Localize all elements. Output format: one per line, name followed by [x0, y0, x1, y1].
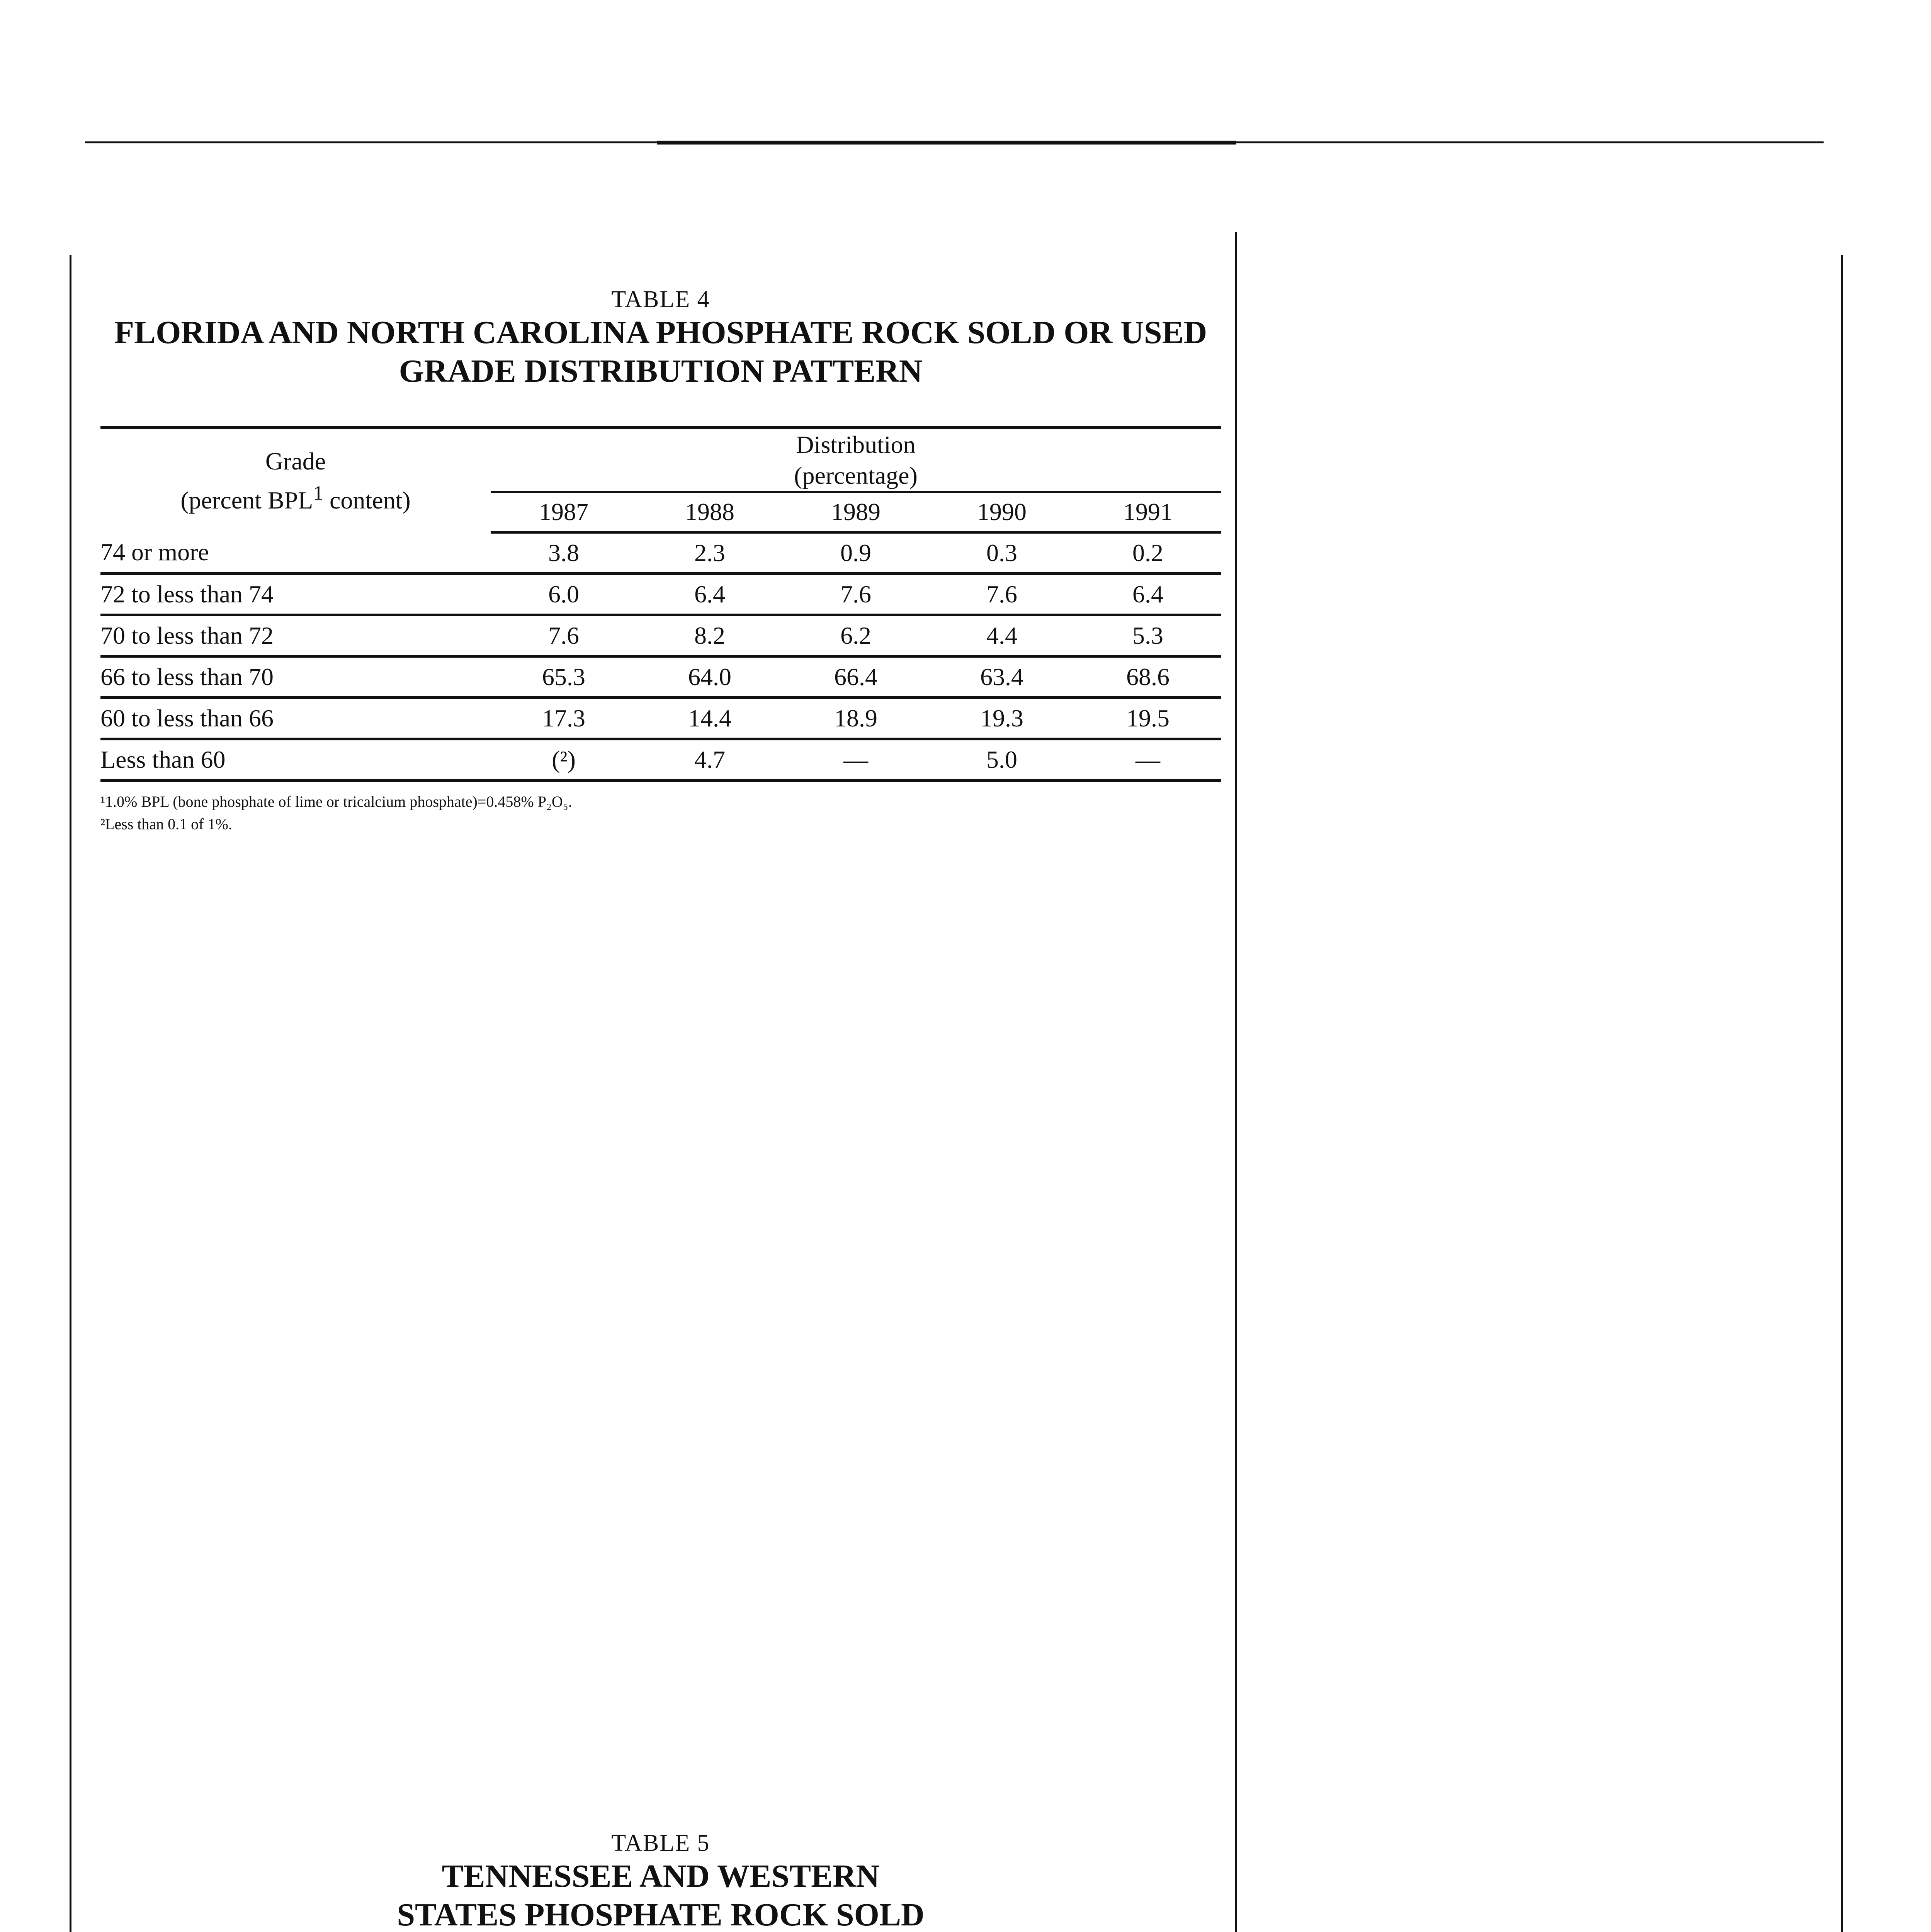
- grade-label: 66 to less than 70: [100, 656, 491, 698]
- table-4-caption: [100, 286, 1221, 391]
- year-header: 1989: [783, 492, 929, 532]
- table-cell: 2.3: [637, 532, 783, 574]
- distribution-header: [491, 428, 1221, 492]
- table-5-caption: [100, 1830, 1221, 1932]
- table-5-title-line-1: TENNESSEE AND WESTERN: [442, 1858, 880, 1894]
- table-cell: (²): [552, 746, 576, 773]
- footnote: ²Less than 0.1 of 1%.: [100, 815, 232, 833]
- table-cell: 0.9: [783, 532, 929, 574]
- table-cell: 14.4: [637, 698, 783, 739]
- table-cell: 7.6: [491, 615, 637, 656]
- year-header: 1990: [929, 492, 1075, 532]
- table-row: [100, 656, 1221, 698]
- table-cell: 63.4: [929, 656, 1075, 698]
- table-cell: —: [843, 746, 868, 773]
- table-cell: 6.2: [783, 615, 929, 656]
- year-header: 1987: [491, 492, 637, 532]
- table-cell: 68.6: [1075, 656, 1221, 698]
- grade-label: 72 to less than 74: [100, 574, 491, 615]
- table-5: [100, 1830, 1221, 1932]
- table-cell: 6.4: [637, 574, 783, 615]
- table-cell: 5.3: [1075, 615, 1221, 656]
- table-cell: 6.0: [491, 574, 637, 615]
- center-column-rule: [1235, 232, 1237, 1932]
- table-5-label: TABLE 5: [611, 1830, 710, 1856]
- table-cell: 17.3: [491, 698, 637, 739]
- grade-label: 74 or more: [100, 532, 491, 574]
- table-4-footnotes: [100, 791, 1221, 835]
- year-header: 1988: [637, 492, 783, 532]
- table-4-grid: [100, 426, 1221, 782]
- grade-label: 70 to less than 72: [100, 615, 491, 656]
- table-cell: 65.3: [491, 656, 637, 698]
- table-cell: 7.6: [783, 574, 929, 615]
- table-cell: 19.5: [1075, 698, 1221, 739]
- left-column-rule: [70, 255, 71, 1932]
- table-5-title-line-2: STATES PHOSPHATE ROCK SOLD: [397, 1897, 925, 1932]
- table-cell: 64.0: [637, 656, 783, 698]
- table-row: [100, 615, 1221, 656]
- year-header: 1991: [1075, 492, 1221, 532]
- footnote: ¹1.0% BPL (bone phosphate of lime or tricalcium phosphate)=0.458% P₂O₅.: [100, 793, 572, 810]
- table-cell: 5.0: [986, 746, 1017, 773]
- table-cell: 8.2: [637, 615, 783, 656]
- grade-label: Less than 60: [100, 746, 226, 773]
- table-cell: 4.7: [694, 746, 725, 773]
- grade-subheader: (percent BPL$^1$ content): [180, 481, 411, 514]
- table-cell: —: [1135, 746, 1160, 773]
- table-cell: 4.4: [929, 615, 1075, 656]
- table-4-label: TABLE 4: [611, 286, 710, 313]
- table-row: [100, 698, 1221, 739]
- table-cell: 66.4: [783, 656, 929, 698]
- table-cell: 19.3: [929, 698, 1075, 739]
- table-cell: 3.8: [491, 532, 637, 574]
- table-4-title-line-1: FLORIDA AND NORTH CAROLINA PHOSPHATE ROCK SOLD OR USED: [114, 315, 1207, 350]
- table-row: [100, 532, 1221, 574]
- table-row: [100, 574, 1221, 615]
- table-4: [100, 286, 1221, 835]
- grade-label: 60 to less than 66: [100, 698, 491, 739]
- grade-column-header: [100, 428, 491, 532]
- table-cell: 18.9: [783, 698, 929, 739]
- table-cell: 0.3: [929, 532, 1075, 574]
- grade-header: Grade: [265, 447, 326, 475]
- distribution-title: Distribution: [796, 431, 916, 458]
- table-4-title-line-2: GRADE DISTRIBUTION PATTERN: [399, 353, 923, 389]
- table-cell: 6.4: [1075, 574, 1221, 615]
- header-rule-thick: [657, 141, 1236, 145]
- table-row: [100, 739, 1221, 781]
- table-cell: 7.6: [929, 574, 1075, 615]
- right-column-rule: [1841, 255, 1843, 1932]
- distribution-unit: (percentage): [794, 462, 918, 489]
- table-cell: 0.2: [1075, 532, 1221, 574]
